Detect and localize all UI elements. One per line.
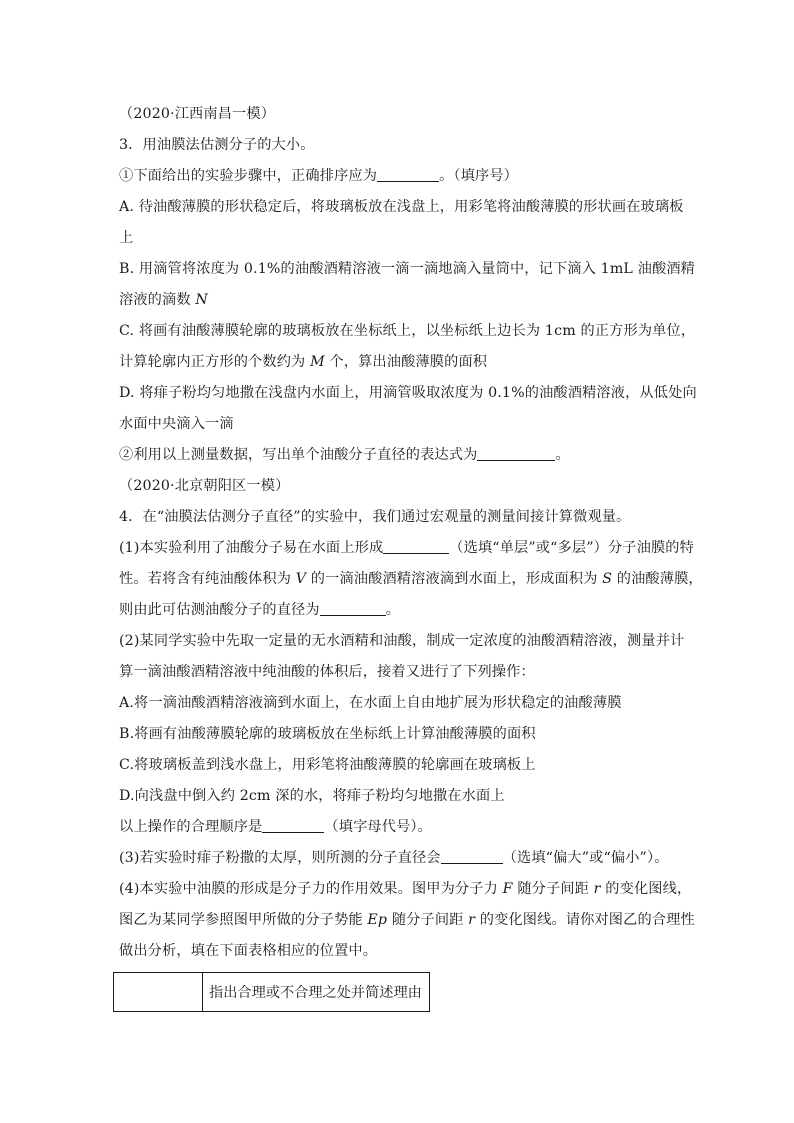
q4-sub3-text: (3)若实验时痱子粉撒的太厚，则所测的分子直径会: [119, 850, 441, 866]
q4-sub2-line1: (2)某同学实验中先取一定量的无水酒精和油酸，制成一定浓度的油酸酒精溶液，测量并计: [119, 633, 685, 649]
table-empty-cell[interactable]: [114, 973, 203, 1012]
q4-order-blank[interactable]: [262, 818, 324, 833]
q4-op-a: A.将一滴油酸酒精溶液滴到水面上，在水面上自由地扩展为形状稳定的油酸薄膜: [119, 695, 622, 711]
answer-table: [113, 972, 430, 1012]
q4-sub1-line3-suffix: 。: [385, 602, 401, 618]
q4-op-b: B.将画有油酸薄膜轮廓的玻璃板放在坐标纸上计算油酸薄膜的面积: [119, 726, 536, 742]
q3-step-c-line2: [119, 352, 487, 372]
q4-source: （2020·北京朝阳区一模）: [119, 478, 290, 494]
q3-var-n: N: [195, 292, 208, 308]
table-header-cell: 指出合理或不合理之处并简述理由: [203, 973, 430, 1012]
q4-order-text: 以上操作的合理顺序是: [119, 819, 263, 835]
q4-sub1-line3: [119, 600, 400, 620]
q4-sub4-line3: 做出分析，填在下面表格相应的位置中。: [119, 943, 378, 959]
q4-sub1-line2: [119, 569, 703, 589]
q4-sub1-text: (1)本实验利用了油酸分子易在水面上形成: [119, 540, 384, 556]
q4-sub4-line1: [119, 879, 691, 899]
q3-source: （2020·江西南昌一模）: [119, 106, 276, 122]
q3-part1: [119, 166, 518, 186]
q4-sub4-l1-a: (4)本实验中油膜的形成是分子力的作用效果。图甲为分子力: [119, 881, 503, 897]
q3-step-a-line1: A. 待油酸薄膜的形状稳定后，将玻璃板放在浅盘上，用彩笔将油酸薄膜的形状画在玻璃板: [119, 199, 684, 215]
q4-order: [119, 817, 432, 837]
q4-sub4-l1-c: 的变化图线，: [600, 881, 692, 897]
q3-part1-text: ①下面给出的实验步骤中，正确排序应为: [119, 168, 378, 184]
q3-var-m: M: [310, 354, 325, 370]
q4-sub1-line2-c: 的油酸薄膜，: [612, 571, 703, 587]
q4-sub4-l2-a: 图乙为某同学参照图甲所做的分子势能: [119, 912, 368, 928]
q4-var-ep: Ep: [367, 912, 388, 928]
q3-title: 3．用油膜法估测分子的大小。: [119, 137, 315, 153]
q3-step-b-line1: B. 用滴管将浓度为 0.1%的油酸酒精溶液一滴一滴地滴入量筒中，记下滴入 1mL 油酸酒精: [119, 261, 696, 277]
q3-step-c-suffix: 个，算出油酸薄膜的面积: [324, 354, 488, 370]
q4-var-r2: r: [468, 912, 476, 928]
q4-var-r1: r: [593, 881, 601, 897]
q3-part1-suffix: 。（填序号）: [439, 168, 519, 184]
q4-var-s: S: [602, 571, 613, 587]
q4-sub1-blank1[interactable]: [383, 539, 449, 554]
q4-sub3-suffix: （选填“偏大”或“偏小”）。: [502, 850, 669, 866]
q4-order-suffix: （填字母代号）。: [324, 819, 432, 835]
q4-op-c: C.将玻璃板盖到浅水盘上，用彩笔将油酸薄膜的轮廓画在玻璃板上: [119, 757, 536, 773]
q4-op-d: D.向浅盘中倒入约 2cm 深的水，将痱子粉均匀地撒在水面上: [119, 788, 505, 804]
q3-step-c-text: 计算轮廓内正方形的个数约为: [119, 354, 311, 370]
q4-sub2-line2: 算一滴油酸酒精溶液中纯油酸的体积后，接着又进行了下列操作：: [119, 664, 535, 680]
q4-sub4-line2: [119, 910, 695, 930]
q4-var-v: V: [295, 571, 307, 587]
q3-step-d-line2: 水面中央滴入一滴: [119, 416, 234, 432]
q4-title: 4．在“油膜法估测分子直径”的实验中，我们通过宏观量的测量间接计算微观量。: [119, 509, 631, 525]
q3-part2-blank[interactable]: [477, 446, 555, 461]
q3-part2-text: ②利用以上测量数据，写出单个油酸分子直径的表达式为: [119, 447, 478, 463]
q4-sub1-line2-b: 的一滴油酸酒精溶液滴到水面上，形成面积为: [306, 571, 603, 587]
q4-sub1-line2-a: 性。若将含有纯油酸体积为: [119, 571, 296, 587]
q3-step-c-line1: C. 将画有油酸薄膜轮廓的玻璃板放在坐标纸上，以坐标纸上边长为 1cm 的正方形为单位，: [119, 323, 696, 339]
q4-var-f: F: [502, 881, 513, 897]
q4-sub3-blank[interactable]: [441, 849, 503, 864]
q3-part2-suffix: 。: [555, 447, 570, 463]
q3-step-a-line2: 上: [119, 230, 134, 246]
q4-sub4-l2-b: 随分子间距: [387, 912, 469, 928]
q3-step-d-line1: D. 将痱子粉均匀地撒在浅盘内水面上，用滴管吸取浓度为 0.1%的油酸酒精溶液，从低处向: [119, 385, 697, 401]
q3-part1-blank[interactable]: [377, 167, 439, 182]
q4-sub1-line3-text: 则由此可估测油酸分子的直径为: [119, 602, 320, 618]
q4-sub4-l1-b: 随分子间距: [512, 881, 594, 897]
q4-sub1-blank2[interactable]: [320, 601, 386, 616]
table-row: [114, 973, 430, 1012]
q4-sub1-line1: [119, 538, 694, 558]
q3-step-b-text: 溶液的滴数: [119, 292, 196, 308]
q3-part2: [119, 445, 570, 465]
q3-step-b-line2: [119, 290, 208, 310]
q4-sub4-l2-c: 的变化图线。请你对图乙的合理性: [475, 912, 695, 928]
q4-sub1-suffix: （选填“单层”或“多层”）分子油膜的特: [449, 540, 694, 556]
q4-sub3: [119, 848, 669, 868]
